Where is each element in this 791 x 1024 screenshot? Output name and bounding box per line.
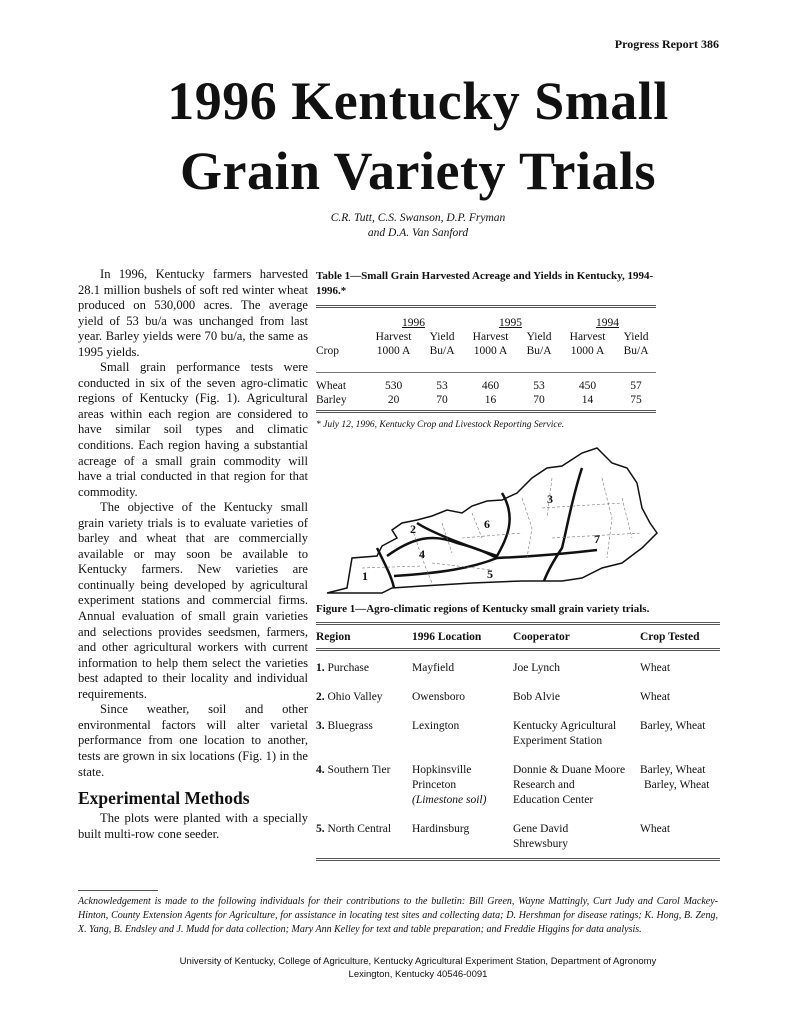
figure-1-caption: Figure 1—Agro-climatic regions of Kentucky small grain variety trials. — [316, 603, 650, 615]
crop-line: Barley, Wheat — [644, 779, 710, 791]
table-row — [316, 650, 720, 681]
crop-cell — [640, 650, 720, 681]
acknowledgement: Acknowledgement is made to the following individuals for their contributions to the bulletin: Bill Green, Wayne Mattingly, Curt Judy and Carol Mackey-Hinton, County Extension Agents for Agriculture, for assistance in locating test sites and collecting data; D. Hershman for disease ratings; K. Hong, B. Zeng, X. Yang, B. Endsley and J. Mudd for data collection; Mary Ann Kelley for text and table preparation; and Freddie Higgins for data analysis. — [78, 896, 718, 935]
region-number: 3. — [316, 720, 325, 732]
col-header: Bu/A — [526, 345, 552, 357]
col-header: Harvest — [375, 331, 412, 343]
cooperator-cell — [513, 753, 640, 812]
map-label: 1 — [362, 569, 368, 583]
region-number: 2. — [316, 691, 325, 703]
region-name: Bluegrass — [327, 720, 373, 732]
footer-line-1: University of Kentucky, College of Agriculture, Kentucky Agricultural Experiment Station, Department of Agronomy — [179, 956, 657, 967]
col-header: Harvest — [569, 331, 606, 343]
map-label: 4 — [419, 547, 425, 561]
cell: 70 — [533, 394, 545, 406]
table-row — [316, 709, 720, 753]
col-header: Cooperator — [513, 631, 570, 643]
map-label: 6 — [484, 517, 490, 531]
col-header: Harvest — [472, 331, 509, 343]
location-cell — [412, 650, 513, 681]
cooperator-line: Gene David — [513, 823, 569, 835]
col-header: 1000 A — [570, 345, 605, 357]
paragraph: In 1996, Kentucky farmers harvested 28.1 million bushels of soft red winter wheat produced on 530,000 acres. The average yield of 53 bu/a was unchanged from last year. Barley yields were 70 bu/a, the same as 1995 yields. — [78, 267, 308, 359]
crop-line: Wheat — [640, 823, 671, 835]
region-number: 1. — [316, 662, 325, 674]
cell: Barley — [316, 394, 347, 406]
footnote-rule — [78, 890, 158, 891]
cell: 57 — [630, 380, 642, 392]
region-name: Southern Tier — [327, 764, 391, 776]
table-1-grid — [316, 305, 656, 413]
region-cell — [316, 753, 412, 812]
crop-line: Barley, Wheat — [640, 720, 706, 732]
region-name: Ohio Valley — [327, 691, 383, 703]
region-cell — [316, 650, 412, 681]
table-row — [316, 812, 720, 856]
region-cell — [316, 709, 412, 753]
cooperator-cell — [513, 680, 640, 709]
crop-line: Wheat — [640, 662, 671, 674]
col-header: Crop Tested — [640, 631, 700, 643]
map-label: 3 — [547, 492, 553, 506]
location-cell — [412, 812, 513, 856]
region-number: 5. — [316, 823, 325, 835]
cell: 75 — [630, 394, 642, 406]
col-header-crop: Crop — [316, 345, 339, 357]
cell: 450 — [578, 380, 597, 392]
section-heading: Experimental Methods — [78, 788, 250, 809]
col-header: Region — [316, 631, 351, 643]
cell: 460 — [481, 380, 500, 392]
cooperator-line: Education Center — [513, 794, 594, 806]
year-header: 1995 — [498, 317, 522, 329]
col-header: 1996 Location — [412, 631, 482, 643]
crop-line: Barley, Wheat — [640, 764, 706, 776]
cell: 53 — [436, 380, 448, 392]
location-line: Owensboro — [412, 691, 466, 703]
year-header: 1994 — [595, 317, 619, 329]
location-cell — [412, 709, 513, 753]
cooperator-cell — [513, 709, 640, 753]
region-name: North Central — [327, 823, 392, 835]
authors — [60, 211, 776, 241]
paragraph: Since weather, soil and other environmental factors will alter varietal performance from one location to another, tests are grown in six locations (Fig. 1) in the state. — [78, 702, 308, 779]
crop-cell — [640, 812, 720, 856]
cooperator-cell — [513, 650, 640, 681]
report-number: Progress Report 386 — [614, 37, 719, 51]
table-row — [316, 393, 656, 407]
col-header: Yield — [623, 331, 649, 343]
cooperator-line: Experiment Station — [513, 735, 603, 747]
cooperator-line: Bob Alvie — [513, 691, 560, 703]
col-header: Bu/A — [623, 345, 649, 357]
title-line-1: 1996 Kentucky Small — [167, 71, 669, 131]
cooperator-line: Kentucky Agricultural — [513, 720, 617, 732]
cell: Wheat — [316, 380, 347, 392]
paragraph: The plots were planted with a specially built multi-row cone seeder. — [78, 811, 308, 841]
crop-cell — [640, 709, 720, 753]
location-line: (Limestone soil) — [412, 794, 487, 806]
map-label: 7 — [594, 532, 600, 546]
page-title — [60, 66, 776, 206]
cooperator-line: Donnie & Duane Moore — [513, 764, 626, 776]
col-header: 1000 A — [376, 345, 411, 357]
footer-line-2: Lexington, Kentucky 40546-0091 — [348, 969, 488, 980]
year-header: 1996 — [401, 317, 425, 329]
authors-line-1: C.R. Tutt, C.S. Swanson, D.P. Fryman — [330, 212, 506, 224]
region-cell — [316, 812, 412, 856]
table-2 — [316, 622, 720, 861]
authors-line-2: and D.A. Van Sanford — [367, 227, 469, 239]
map-label: 5 — [487, 567, 493, 581]
title-line-2: Grain Variety Trials — [179, 141, 656, 201]
location-line: Lexington — [412, 720, 460, 732]
table-1-caption: Table 1—Small Grain Harvested Acreage and Yields in Kentucky, 1994-1996.* — [316, 270, 654, 297]
cooperator-line: Shrewsbury — [513, 838, 568, 850]
crop-cell — [640, 753, 720, 812]
table-row — [316, 680, 720, 709]
col-header: Yield — [526, 331, 552, 343]
table-1 — [316, 269, 656, 430]
location-line: Hardinsburg — [412, 823, 470, 835]
region-cell — [316, 680, 412, 709]
cell: 16 — [484, 394, 497, 406]
cell: 20 — [387, 394, 400, 406]
paragraph: Small grain performance tests were conducted in six of the seven agro-climatic regions of Kentucky (Fig. 1). Agricultural areas within each region are considered to have similar soil types and climatic conditions. Each region having a substantial acreage of a small grain commodity will have a trial conducted in that region for that commodity. — [78, 360, 308, 499]
region-name: Purchase — [327, 662, 370, 674]
footer — [60, 955, 776, 981]
col-header: Bu/A — [429, 345, 455, 357]
col-header: 1000 A — [473, 345, 508, 357]
location-cell — [412, 753, 513, 812]
cooperator-line: Joe Lynch — [513, 662, 560, 674]
cooperator-cell — [513, 812, 640, 856]
map-label: 2 — [410, 522, 416, 536]
body-text — [78, 267, 308, 842]
kentucky-region-map — [322, 438, 662, 598]
table-2-grid — [316, 622, 720, 856]
cell: 53 — [533, 380, 545, 392]
table-2-bottom-rule — [316, 858, 720, 861]
table-row — [316, 753, 720, 812]
paragraph: The objective of the Kentucky small grain variety trials is to evaluate varieties of barley and wheat that are commercially available or may soon be available to Kentucky farmers. New varieties are continually being developed by agricultural experiment stations and commercial firms. Annual evaluation of small grain varieties and selections provides seedsmen, farmers, and other agricultural workers with current information to help them select the varieties best adapted to their locality and individual requirements. — [78, 500, 308, 701]
cell: 530 — [384, 380, 403, 392]
crop-line: Wheat — [640, 691, 671, 703]
col-header: Yield — [429, 331, 455, 343]
location-line: Princeton — [412, 779, 457, 791]
location-line: Hopkinsville — [412, 764, 472, 776]
location-cell — [412, 680, 513, 709]
region-number: 4. — [316, 764, 325, 776]
cell: 70 — [436, 394, 448, 406]
table-row — [316, 379, 656, 393]
cell: 14 — [581, 394, 594, 406]
cooperator-line: Research and — [513, 779, 575, 791]
crop-cell — [640, 680, 720, 709]
table-1-note: * July 12, 1996, Kentucky Crop and Livestock Reporting Service. — [316, 420, 565, 430]
location-line: Mayfield — [412, 662, 455, 674]
